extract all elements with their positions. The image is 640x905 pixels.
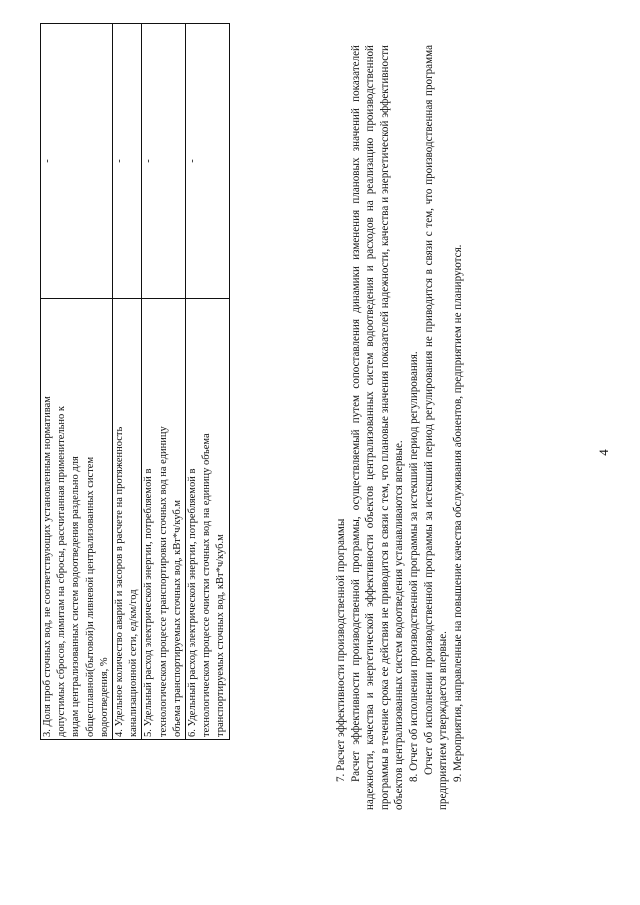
table-row bbox=[186, 24, 230, 740]
indicator-name-line: 6. Удельный расход электрической энергии, потребляемой в bbox=[187, 468, 199, 737]
body-text bbox=[334, 45, 465, 810]
section-7-paragraph: Расчет эффективности производственной программы, осуществляемый путем сопоставления динамики изменения плановых значений показателей надежности, качества и энергетической эффективности объектов централизованных систем водоотведения и расходов на реализацию производственной программы в течение срока ее действия не приводится в связи с тем, что плановые значения показателей надежности, качества и энергетической эффективности объектов централизованных систем водоотведения устанавливаются впервые. bbox=[349, 45, 406, 810]
indicator-value-cell bbox=[113, 24, 142, 299]
indicator-value: - bbox=[42, 159, 53, 163]
indicator-name-line: видам централизованных систем водоотведения раздельно для bbox=[70, 456, 82, 737]
indicator-name-cell bbox=[186, 299, 230, 740]
indicator-name-line: допустимых сбросов, лимитам на сбросы, рассчитанная применительно к bbox=[56, 405, 68, 737]
indicator-name-cell bbox=[113, 299, 142, 740]
section-9-paragraph: 9. Мероприятия, направленные на повышение качества обслуживания абонентов, предприятием не планируются. bbox=[451, 244, 464, 782]
indicator-name-line: технологическом процессе транспортировки сточных вод на единицу bbox=[157, 426, 169, 737]
section-8-heading: 8. Отчет об исполнении производственной программы за истекший период регулирования. bbox=[407, 351, 420, 782]
indicator-name-line: 4. Удельное количество аварий и засоров в расчете на протяженность bbox=[114, 426, 126, 737]
page-number: 4 bbox=[596, 449, 611, 456]
table-row bbox=[41, 24, 113, 740]
indicator-name-cell bbox=[142, 299, 186, 740]
indicator-name-line: 3. Доля проб сточных вод, не соответствующих установленным нормативам bbox=[42, 396, 53, 737]
indicators-table bbox=[40, 23, 230, 740]
indicator-name-line: канализационной сети, ед/км/год bbox=[128, 589, 140, 737]
indicator-name-line: 5. Удельный расход электрической энергии, потребляемой в bbox=[143, 468, 155, 737]
indicator-value-cell bbox=[41, 24, 113, 299]
table-row bbox=[113, 24, 142, 740]
indicator-name-line: технологическом процессе очистки сточных вод на единицу объема bbox=[201, 433, 213, 737]
indicator-value-cell bbox=[142, 24, 186, 299]
indicator-name-line: объема транспортируемых сточных вод, кВт*ч/куб.м bbox=[171, 500, 183, 737]
section-7-heading: 7. Расчет эффективности производственной программы bbox=[335, 518, 347, 782]
indicator-value: - bbox=[114, 159, 126, 163]
indicator-name-line: водоотведения, % bbox=[98, 657, 110, 737]
indicator-value-cell bbox=[186, 24, 230, 299]
table-row bbox=[142, 24, 186, 740]
section-8-paragraph: Отчет об исполнении производственной программы за истекший период регулирования не приводится в связи с тем, что производственная программа предприятием утверждается впервые. bbox=[422, 45, 450, 810]
indicator-value: - bbox=[143, 159, 155, 163]
indicator-value: - bbox=[187, 159, 199, 163]
indicator-name-line: транспортируемых сточных вод, кВт*ч/куб.м bbox=[215, 534, 227, 737]
indicator-name-cell bbox=[41, 299, 113, 740]
indicator-name-line: общесплавной(бытовой)и ливневой централизованных систем bbox=[84, 456, 96, 737]
